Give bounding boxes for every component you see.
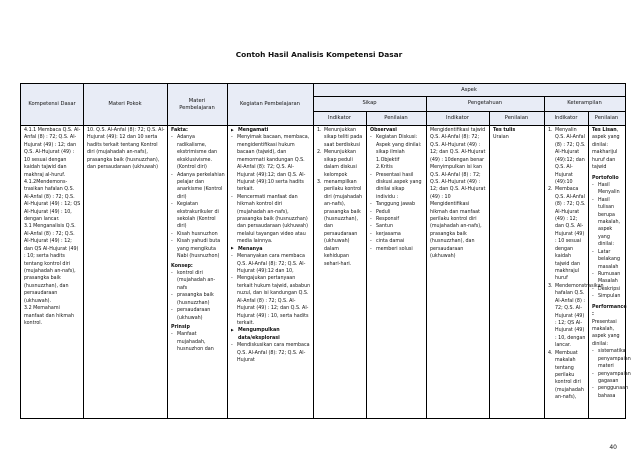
mengamati-item: - Menyimak bacaan, membaca, mengidentifikasi hukum bacaan (tajwid), dan memormati kandungan Q.S. Al-Anfal (8): 72; Q.S. Al-Hujurat (49):12; dan Q.S. Al-Hujurat (49):10 serta hadits terkait. <box>231 134 311 193</box>
konsep-item: - persaudaraan (ukhuwah) <box>171 307 225 322</box>
sikap-aspect-item: - memberi solusi <box>370 246 424 253</box>
pengetahuan-indikator-item: Mengidentifikasi tajwid Q.S. Al-Anfal (8): 72; Q.S. Al-Hujurat (49) : 12; dan Q.S. Al-Hujurat (49) : 10dengan benar <box>430 128 486 163</box>
sikap-aspect-item: - Responsif <box>370 216 424 223</box>
menanya-item: - Menanyakan cara membaca Q.S. Al-Anfal (8): 72; Q.S. Al-Hujurat (49):12 dan 10, <box>231 253 311 275</box>
sikap-indikator-item: 2. Menunjukkan sikap peduli dalam diskusi kelompok <box>317 150 357 178</box>
tes-lisan-text: Tes Lisan, aspek yang dinilai: makharijul huruf dan tajwid <box>592 128 620 171</box>
konsep-label: Konsep: <box>171 263 193 269</box>
grid-line <box>313 96 625 97</box>
header-keterampilan: Keterampilan <box>544 96 625 111</box>
menanya-item: - Mengajukan pertanyaan terkait hukum tajwid, asbabun nuzul, dan isi kandungan Q.S. Al-Anfal (8) : 72; Q.S. Al-Hujurat (49) : 12; dan Q.S. Al-Hujurat (49) : 10, serta hadits terkait. <box>231 275 311 327</box>
prinsip-item: - Manfaat mujahadah, husnuzhon dan <box>171 331 225 353</box>
materi-pembelajaran-cell <box>168 126 227 418</box>
menanya-heading: ▶ Menanya <box>231 246 311 253</box>
sikap-aspect-item: - Peduli <box>370 209 424 216</box>
header-sikap-penilaian: Penilaian <box>366 111 426 125</box>
keterampilan-penilaian-cell <box>589 126 631 418</box>
portofolio-aspect: - Latar belakang masalah <box>592 249 623 271</box>
grid-line <box>313 111 625 112</box>
kd-paragraph: 3.1 Menganalisis Q.S. Al-Anfal (8) : 72; Q.S. Al-Hujurat (49) : 12; dan QS Al-Hujurat (49) : 10; serta hadits tentang kontrol diri (mujahadah an-nafs), prasangka baik (husnuzzhan), dan persaudaraan (ukhuwah). <box>24 224 79 304</box>
portofolio-label: Portofolio <box>592 175 619 181</box>
header-keterampilan-penilaian: Penilaian <box>588 111 625 125</box>
fakta-item: - Adanya perkelahian pelajar dan anarkisme (Kontrol diri) <box>171 172 225 202</box>
uraian-label: Uraian <box>493 135 509 141</box>
keterampilan-indikator-item: 2. Membaca Q.S. Al-Anfal (8) : 72; Q.S. Al-Hujurat (49) : 12; dan Q.S. Al-Hujurat (49) : 10 sesuai dengan kaidah tajwid dan makhrajul huruf <box>548 187 586 282</box>
mengumpulkan-item: - Mendiskusikan cara membaca Q.S. Al-Anfal (8): 72; Q.S. Al-Hujurat <box>231 342 311 364</box>
pengetahuan-indikator-cell <box>427 126 489 418</box>
prinsip-label: Prinsip <box>171 324 190 330</box>
tes-tulis-label: Tes tulis <box>493 128 516 133</box>
performance-label: Performance : <box>592 304 627 318</box>
fakta-label: Fakta: <box>171 128 188 133</box>
kd-cell <box>21 126 83 418</box>
page-number: 40 <box>609 444 617 451</box>
keterampilan-indikator-cell <box>545 126 604 418</box>
portofolio-aspect: - Rumusan Masalah <box>592 271 623 286</box>
portofolio-item: - Hasil Menyalin <box>592 182 623 197</box>
page-title: Contoh Hasil Analisis Kompetensi Dasar <box>235 50 403 59</box>
kd-paragraph: 3.2 Memahami manfaat dan hikmah kontrol. <box>24 306 74 326</box>
header-pengetahuan-penilaian: Penilaian <box>489 111 544 125</box>
sikap-penilaian-cell <box>367 126 426 418</box>
fakta-item: - Adanya radikalisme, ekstrimisme dan eksklusivisme. (Kontrol diri) <box>171 134 225 171</box>
fakta-item: - Kegiatan ekstrakurikuler di sekolah (Kontrol diri) <box>171 201 225 231</box>
kd-paragraph: 4.1.2Mendemons-trasikan hafalan Q.S. Al-Anfal (8) : 72; Q.S. Al-Hujurat (49) : 12; QS Al-Hujurat (49) : 10, dengan lancar. <box>24 179 81 223</box>
observasi-label: Observasi <box>370 128 397 133</box>
konsep-item: - kontrol diri (mujahadah an-nafs <box>171 270 225 292</box>
sikap-aspect-item: - kerjasama <box>370 231 424 238</box>
pengetahuan-penilaian-cell <box>490 126 544 418</box>
observasi-item: 2.Kritis <box>376 165 393 171</box>
header-kd: Kompetensi Dasar <box>21 84 83 125</box>
keterampilan-indikator-item: 1. Menyalin Q.S. Al-Anfal (8) : 72; Q.S. Al-Hujurat (49):12; dan Q.S. Al-Hujurat (49):10 <box>548 128 586 185</box>
sikap-aspect-item: - Santun <box>370 223 424 230</box>
observasi-item: - Presentasi hasil diskusi.aspek yang dinilai sikap individu : <box>370 172 424 202</box>
header-aspek: Aspek <box>313 84 625 96</box>
header-keterampilan-indikator: Indikator <box>544 111 588 125</box>
mengumpulkan-heading: ▶ Mengumpulkan data/eksplorasi <box>231 327 311 342</box>
sikap-indikator-cell <box>314 126 366 418</box>
mengamati-heading: ▶ Mengamati <box>231 127 311 134</box>
observasi-item: 1.Objektif <box>376 157 400 163</box>
pengetahuan-indikator-item: Menyimpulkan isi kan Q.S. Al-Anfal (8) : 72; Q.S. Al-Hujurat (49) : 12; dan Q.S. Al-Hujurat (49) : 10 <box>430 165 486 200</box>
header-kegiatan: Kegiatan Pembelajaran <box>227 84 313 125</box>
portofolio-aspect: - Simpulan <box>592 293 623 300</box>
sikap-aspect-item: - cinta damai <box>370 238 424 245</box>
kegiatan-cell <box>228 126 313 418</box>
sikap-indikator-item: 1. Menunjukkan sikap teliti pada saat berdiskusi <box>317 128 363 148</box>
fakta-item: - Kisah yahudi buta yang mengikuta Nabi (husnuzhon) <box>171 238 225 260</box>
performance-aspect: - penggunaan bahasa <box>592 385 623 400</box>
portofolio-item: - Hasil tulisan berupa makalah, aspek yang dinilai: <box>592 197 623 249</box>
portofolio-aspect: - Deskripsi <box>592 286 623 293</box>
materi-pokok-text: 10. Q.S. Al-Anfal (8): 72; Q.S. Al-Hujurat (49): 12 dan 10 serta hadits terkait tentang Kontrol diri (mujahadah an-nafs), prasangka baik (husnuzzhan), dan persaudaraan (ukhuwah) <box>87 128 165 171</box>
header-pengetahuan: Pengetahuan <box>426 96 544 111</box>
observasi-item: - Kegiatan Diskusi: Aspek yang dinilai: sikap ilmiah <box>370 134 424 156</box>
competency-table <box>20 83 631 419</box>
fakta-item: - Kisah husnuzhon <box>171 231 225 238</box>
header-sikap: Sikap <box>313 96 426 111</box>
konsep-item: - prasangka baik (husnuzzhan) <box>171 292 225 307</box>
mengamati-item: - Mencermati manfaat dan hikmah kontrol diri (mujahadah an-nafs), prasangka baik (husnuzzhan) dan persaudaraan (ukhuwah) melalui tayangan video atau media lainnya. <box>231 194 311 246</box>
kd-paragraph: 4.1.1 Membaca Q.S. Al-Anfal (8) : 72; Q.S. Al-Hujurat (49) : 12; dan Q.S. Al-Hujurat (49) : 10 sesuai dengan kaidah tajwid dan makhraj al-huruf. <box>24 128 81 178</box>
keterampilan-indikator-item: 4. Membuat makalah tentang perilaku kontrol diri (mujahadah an-nafs), <box>548 350 584 401</box>
header-materi-pokok: Materi Pokok <box>83 84 167 125</box>
performance-aspect: - penyampaian gagasan <box>592 371 623 386</box>
sikap-aspect-item: - Tanggung jawab <box>370 201 424 208</box>
materi-pokok-cell <box>84 126 167 418</box>
pengetahuan-indikator-item: Mengidentifikasi hikmah dan manfaat perilaku kontrol diri (mujahadah an-nafs), prasangka baik (husnuzzhan), dan persaudaraan (ukhuwah) <box>430 202 482 260</box>
performance-text: Presentasi makalah, aspek yang dinilai: <box>592 319 620 347</box>
header-materi-pembelajaran: Materi Pembelajaran <box>167 84 227 125</box>
header-sikap-indikator: Indikator <box>313 111 366 125</box>
sikap-indikator-item: 3. menampilkan perilaku kontrol diri (mujahadah an-nafs), prasangka baik (husnuzzhan), dan persaudaraan (ukhuwah) dalam kehidupan sehari-hari. <box>317 179 363 267</box>
keterampilan-indikator-item: 3. Mendemonstrasikan hafalan Q.S. Al-Anfal (8) : 72; Q.S. Al-Hujurat (49) : 12; QS Al-Hujurat (49) : 10, dengan lancar. <box>548 283 604 349</box>
performance-aspect: - sistematika penyampaian materi <box>592 348 623 370</box>
header-pengetahuan-indikator: Indikator <box>426 111 489 125</box>
